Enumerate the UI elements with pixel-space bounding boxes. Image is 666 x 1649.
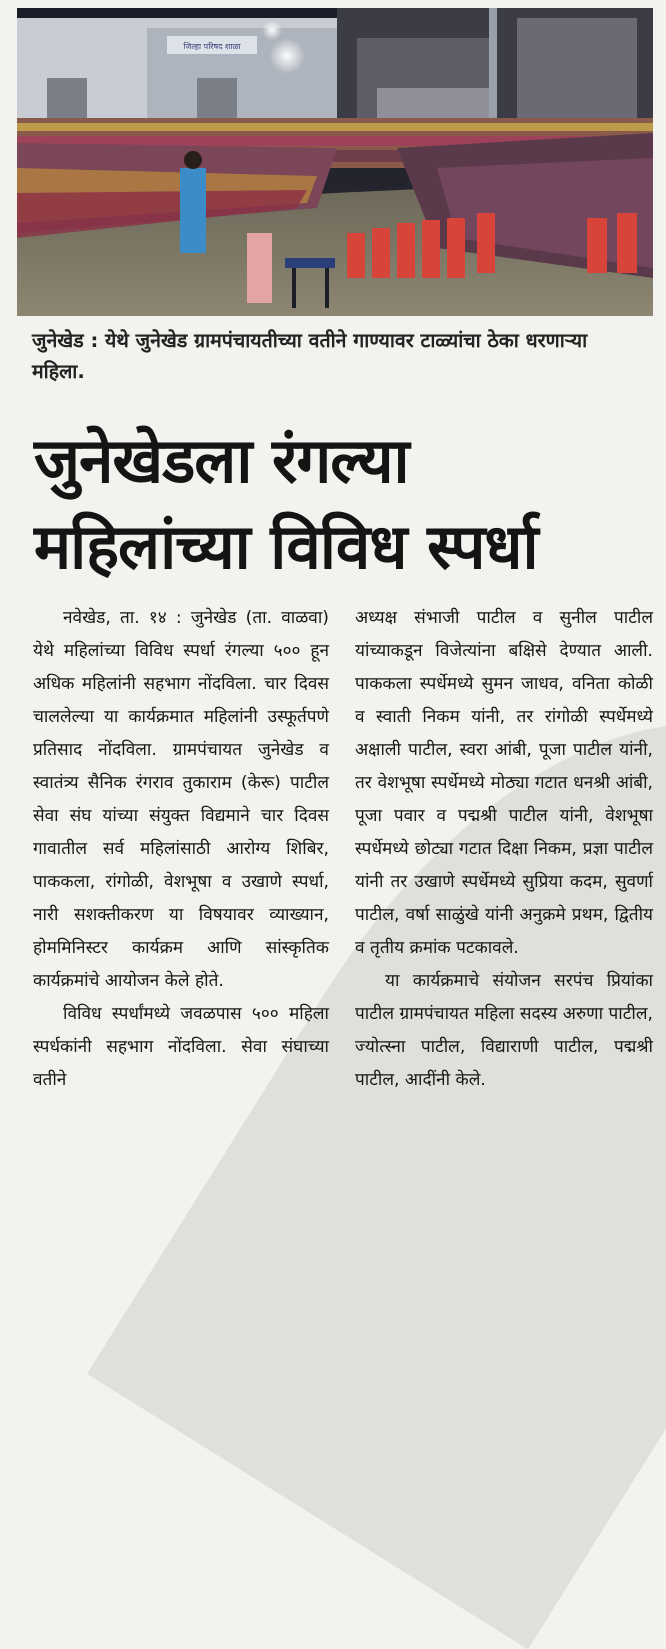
photo-caption: जुनेखेड : येथे जुनेखेड ग्रामपंचायतीच्या वतीने गाण्यावर टाळ्यांचा ठेका धरणाऱ्या महिला. [32, 329, 588, 383]
event-photo [17, 8, 653, 316]
article-column-right [355, 602, 653, 1097]
headline-line-2: महिलांच्या विविध स्पर्धा [34, 510, 538, 583]
article-paragraph: विविध स्पर्धांमध्ये जवळपास ५०० महिला स्पर्धकांनी सहभाग नोंदविला. सेवा संघाच्या वतीने [33, 1004, 329, 1090]
article-column-left [33, 602, 329, 1097]
article-paragraph: नवेखेड, ता. १४ : जुनेखेड (ता. वाळवा) येथे महिलांच्या विविध स्पर्धा रंगल्या ५०० हून अधिक महिलांनी सहभाग नोंदविला. चार दिवस चाललेल्या या कार्यक्रमात महिलांनी उस्फूर्तपणे प्रतिसाद नोंदविला. ग्रामपंचायत जुनेखेड व स्वातंत्र्य सैनिक रंगराव तुकाराम (केरू) पाटील सेवा संघ यांच्या संयुक्त विद्यमाने चार दिवस गावातील सर्व महिलांसाठी आरोग्य शिबिर, पाककला, रांगोळी, वेशभूषा व उखाणे स्पर्धा, नारी सशक्तीकरण या विषयावर व्याख्यान, होममिनिस्टर कार्यक्रम आणि सांस्कृतिक कार्यक्रमांचे आयोजन केले होते. [33, 608, 329, 991]
building-sign: जिल्हा परिषद शाळा [183, 42, 241, 51]
headline [34, 418, 654, 590]
article-paragraph: या कार्यक्रमाचे संयोजन सरपंच प्रियांका पाटील ग्रामपंचायत महिला सदस्य अरुणा पाटील, ज्योत्स्ना पाटील, विद्याराणी पाटील, पद्मश्री पाटील, आदींनी केले. [355, 971, 653, 1090]
headline-line-1: जुनेखेडला रंगल्या [34, 424, 409, 497]
article-paragraph: अध्यक्ष संभाजी पाटील व सुनील पाटील यांच्याकडून विजेत्यांना बक्षिसे देण्यात आली. पाककला स्पर्धेमध्ये सुमन जाधव, वनिता कोळी व स्वाती निकम यांनी, तर रांगोळी स्पर्धेमध्ये अक्षाली पाटील, स्वरा आंबी, पूजा पाटील यांनी, तर वेशभूषा स्पर्धेमध्ये मोठ्या गटात धनश्री आंबी, पूजा पवार व पद्मश्री पाटील यांनी, वेशभूषा स्पर्धेमध्ये छोट्या गटात दिक्षा निकम, प्रज्ञा पाटील यांनी तर उखाणे स्पर्धेमध्ये सुप्रिया कदम, सुवर्णा पाटील, वर्षा साळुंखे यांनी अनुक्रमे प्रथम, द्वितीय व तृतीय क्रमांक पटकावले. [355, 608, 653, 958]
